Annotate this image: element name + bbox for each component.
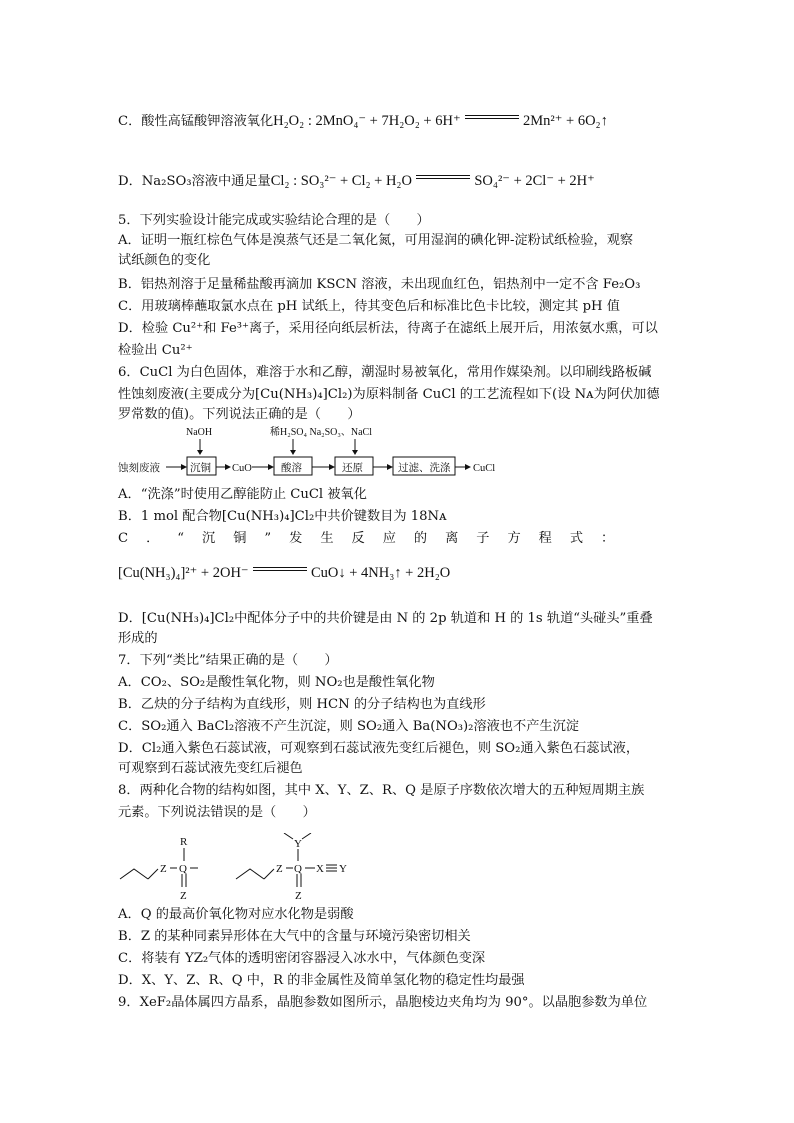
equals-double-bar	[253, 566, 307, 574]
q6-option-b: B．1 mol 配合物[Cu(NH₃)₄]Cl₂中共价键数目为 18Nᴀ	[118, 509, 447, 524]
q9-stem: 9．XeF₂晶体属四方晶系，晶胞参数如图所示，晶胞棱边夹角均为 90°。以晶胞参数为单位	[118, 995, 648, 1010]
equals-double-bar	[416, 174, 470, 182]
q5-option-a-line1: A．证明一瓶红棕色气体是溴蒸气还是二氧化氮，可用湿润的碘化钾-淀粉试纸检验，观察	[118, 233, 634, 248]
q8-stem-line2: 元素。下列说法错误的是（ ）	[118, 805, 316, 820]
option-c-rhs: 2Mn²⁺ + 6O₂↑	[523, 113, 608, 129]
flow-step-precipitate-copper: 沉铜	[190, 463, 211, 474]
q6-option-a: A．“洗涤”时使用乙醇能防止 CuCl 被氧化	[118, 487, 367, 502]
struct1-q-label: Q	[179, 863, 187, 875]
struct2-y-right-label: Y	[339, 863, 347, 875]
q5-option-c: C．用玻璃棒蘸取氯水点在 pH 试纸上，待其变色后和标准比色卡比较，测定其 pH 值	[118, 299, 620, 314]
q8-option-a: A．Q 的最高价氧化物对应水化物是弱酸	[118, 907, 354, 922]
q6-c-eq-lhs: [Cu(NH₃)₄]²⁺ + 2OH⁻	[118, 565, 249, 581]
q7-option-c: C．SO₂通入 BaCl₂溶液不产生沉淀，则 SO₂通入 Ba(NO₃)₂溶液也不产生沉淀	[118, 719, 579, 734]
equals-double-bar	[465, 114, 519, 122]
flow-reagent-acid-reducer: 稀H₂SO₄ Na₂SO₃、NaCl	[270, 427, 373, 438]
struct2-z-bottom-label: Z	[295, 890, 302, 902]
option-c-equation	[118, 112, 608, 131]
q6-stem-line2: 性蚀刻废液(主要成分为[Cu(NH₃)₄]Cl₂)为原料制备 CuCl 的工艺流程如下(设 Nᴀ为阿伏加德	[118, 387, 660, 402]
option-d-rhs: SO₄²⁻ + 2Cl⁻ + 2H⁺	[474, 173, 595, 189]
q5-stem: 5．下列实验设计能完成或实验结论合理的是（ ）	[118, 213, 430, 228]
flow-start-etching-waste: 蚀刻废液	[118, 463, 160, 474]
q8-option-d: D．X、Y、Z、R、Q 中，R 的非金属性及简单氢化物的稳定性均最强	[118, 973, 525, 988]
option-c-label: C．酸性高锰酸钾溶液氧化	[118, 114, 274, 129]
q8-option-b: B．Z 的某种同素异形体在大气中的含量与环境污染密切相关	[118, 929, 471, 944]
struct1-z-label: Z	[160, 863, 167, 875]
q6-option-d-line2: 形成的	[118, 631, 158, 646]
q8-stem-line1: 8．两种化合物的结构如图，其中 X、Y、Z、R、Q 是原子序数依次增大的五种短周期主族	[118, 783, 645, 798]
q7-option-d-line1: D．Cl₂通入紫色石蕊试液，可观察到石蕊试液先变红后褪色，则 SO₂通入紫色石蕊试液，	[118, 741, 640, 756]
q6-stem-line1: 6．CuCl 为白色固体，难溶于水和乙醇，潮湿时易被氧化，常用作媒染剂。以印刷线路板碱	[118, 365, 652, 380]
q7-option-d-line2: 可观察到石蕊试液先变红后褪色	[118, 761, 303, 776]
struct1-r-label: R	[180, 836, 188, 848]
flow-step-reduce: 还原	[342, 463, 363, 474]
flow-intermediate-cuo: CuO	[232, 463, 252, 474]
q7-stem: 7．下列“类比”结果正确的是（ ）	[118, 653, 338, 668]
flow-step-acid-dissolve: 酸溶	[281, 463, 302, 474]
struct2-y-top-label: Y	[294, 838, 302, 850]
q5-option-a-line2: 试纸颜色的变化	[118, 253, 211, 268]
process-flow-diagram	[118, 425, 508, 477]
q5-option-d-line1: D．检验 Cu²⁺和 Fe³⁺离子，采用径向纸层析法，待离子在滤纸上展开后，用浓氨水熏，可以	[118, 321, 658, 336]
struct2-q-label: Q	[294, 863, 302, 875]
struct1-z-bottom-label: Z	[180, 890, 187, 902]
q6-option-c-equation	[118, 564, 450, 583]
q7-option-b: B．乙炔的分子结构为直线形，则 HCN 的分子结构也为直线形	[118, 697, 486, 712]
q8-option-c: C．将装有 YZ₂气体的透明密闭容器浸入冰水中，气体颜色变深	[118, 951, 486, 966]
q6-c-eq-rhs: CuO↓ + 4NH₃↑ + 2H₂O	[310, 565, 451, 581]
option-d-lhs: Cl₂ : SO₃²⁻ + Cl₂ + H₂O	[270, 173, 412, 189]
struct2-x-label: X	[316, 863, 324, 875]
q5-option-b: B．铝热剂溶于足量稀盐酸再滴加 KSCN 溶液，未出现血红色，铝热剂中一定不含 Fe₂O₃	[118, 277, 641, 292]
q6-option-d-line1: D．[Cu(NH₃)₄]Cl₂中配体分子中的共价键是由 N 的 2p 轨道和 H 的 1s 轨道“头碰头”重叠	[118, 611, 653, 626]
q7-option-a: A．CO₂、SO₂是酸性氧化物，则 NO₂也是酸性氧化物	[118, 675, 435, 690]
flow-end-cucl: CuCl	[473, 463, 496, 474]
option-d-label: D．Na₂SO₃溶液中通足量	[118, 174, 271, 189]
flow-reagent-naoh: NaOH	[186, 427, 213, 438]
flow-step-filter-wash: 过滤、洗涤	[398, 463, 451, 474]
q5-option-d-line2: 检验出 Cu²⁺	[118, 343, 193, 358]
q6-option-c-label: C．“沉铜”发生反应的离子方程式：	[118, 531, 633, 546]
option-d-equation	[118, 172, 595, 191]
struct2-z-label: Z	[276, 863, 283, 875]
q8-structure-diagram	[118, 833, 368, 903]
q6-stem-line3: 罗常数的值)。下列说法正确的是（ ）	[118, 407, 361, 422]
option-c-lhs: H₂O₂ : 2MnO₄⁻ + 7H₂O₂ + 6H⁺	[273, 113, 461, 129]
